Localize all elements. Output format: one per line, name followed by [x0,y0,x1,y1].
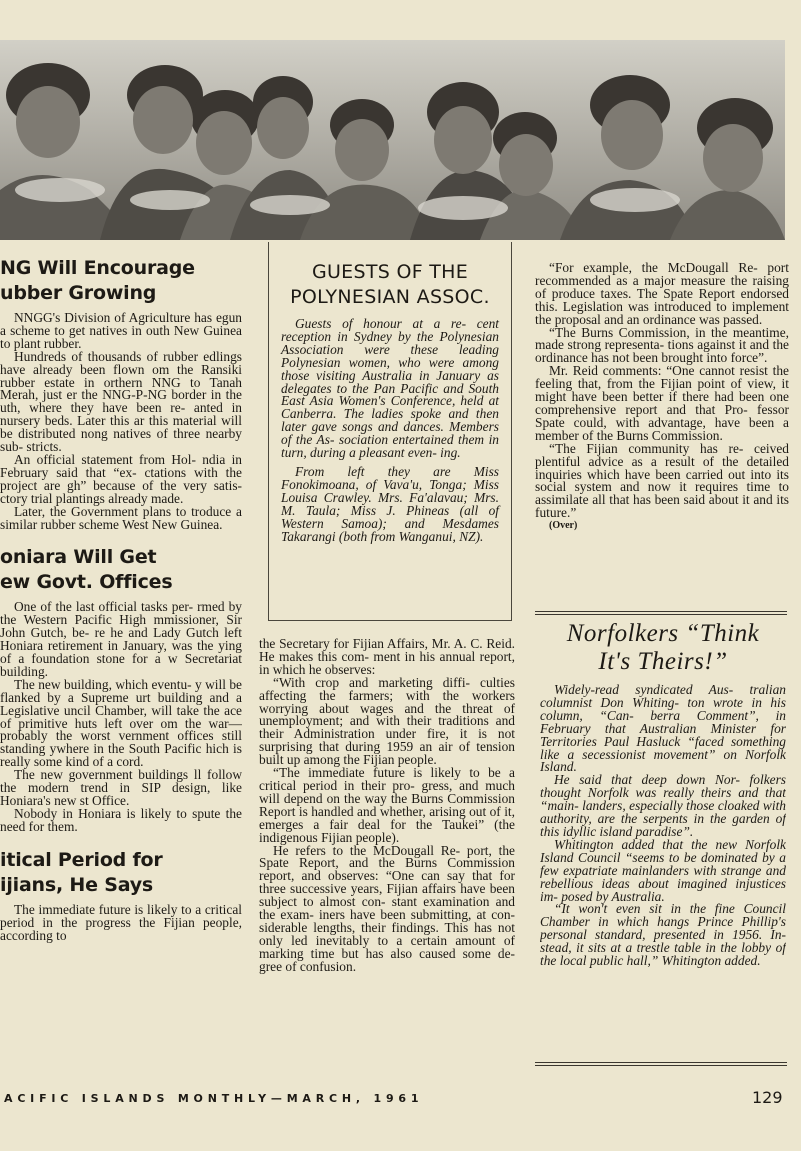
headline-rubber-1: NG Will Encourage [0,257,195,279]
group-photo [0,40,785,240]
paragraph: One of the last official tasks per- rmed by the Western Pacific High mmissioner, Sir John Gutch, be- re he and Lady Gutch left Honiara retirement in January, was the ying of a foundation stone for a w Secretariat building. [0,599,242,679]
headline-honiara-2: ew Govt. Offices [0,571,173,594]
paragraph: “For example, the McDougall Re- port recommended as a major measure the raising of produce taxes. The Spate Report endorsed this. Legislation was introduced to implement the proposal and an ordinance was passed. [535,262,789,327]
caption-title-2: POLYNESIAN ASSOC. [290,286,490,308]
paragraph: NNGG's Division of Agriculture has egun a scheme to get natives in outh New Guinea to plant rubber. [0,310,242,351]
norfolk-headline-2: It's Theirs!” [598,648,728,675]
paragraph: Hundreds of thousands of rubber edlings have already been flown om the Ransiki rubber estate in orthern NNG to Tanah Merah, just er the NNG-P-NG border in the uth, where they have been re- anted in nursery beds. Later this ar this material will be distributed nong natives of three nearby sub- stricts. [0,348,242,455]
paragraph: Later, the Government plans to troduce a similar rubber scheme West New Guinea. [0,503,242,532]
divider-rule [535,611,787,612]
paragraph: Whitington added that the new Norfolk Island Council “seems to be dominated by a few expatriate mainlanders with strange and rebellious ideas about imagined injustices im- posed by Australia. [540,836,786,904]
paragraph: An official statement from Hol- ndia in February said that “ex- ctations with the project are gh” because of the very satis- ctory trial plantings already made. [0,451,242,506]
critical-article [0,901,242,943]
column-left [0,256,242,1086]
paragraph: He refers to the McDougall Re- port, the Spate Report, and the Burns Commission report, and observes: “One can say that for three successive years, Fijian affairs have been subject to almost con- stant examination and the exam- iners have been submitting, at con- siderable lengths, their findings. This has not only led inevitably to a certain amount of marking time but has also caused some de- gree of confusion. [259,842,515,974]
paragraph: Nobody in Honiara is likely to spute the need for them. [0,805,242,834]
column-right [535,262,789,612]
headline-rubber-2: ubber Growing [0,282,157,304]
paragraph: “With crop and marketing diffi- culties affecting the farmers; with the workers worrying about wages and the threat of unemployment; and with their traditions and their Administration under fire, it is not surprising that during 1959 an air of tension built up among the Fijian people. [259,674,515,768]
paragraph: The immediate future is likely to a critical period in the progress the Fijian people, according to [0,901,242,943]
fijian-article-end [535,262,789,532]
divider-rule [535,1065,787,1066]
page-footer [0,1086,801,1116]
paragraph: Mr. Reid comments: “One cannot resist the feeling that, from the Fijian point of view, it might have been better if there had been one comprehensive report and that Pro- fessor Spate could, with advantage, have been a member of the Burns Commission. [535,363,789,443]
paragraph: The new government buildings ll follow the modern trend in SIP design, like Honiara's new st Office. [0,767,242,808]
honiara-article [0,601,242,833]
headline-honiara-1: oniara Will Get [0,546,157,569]
headline-critical-1: itical Period for [0,848,163,871]
continued-over-label: (Over) [549,520,578,532]
photo-caption-box [268,242,512,621]
paragraph: Guests of honour at a re- cent reception in Sydney by the Polynesian Association were these leading Polynesian women, who were among those visiting Australia in January as delegates to the Pan Pacific and South East Asia Women's Conference, held at Canberra. The ladies spoke and then later gave songs and dances. Members of the As- sociation entertained them in turn, during a pleasant even- ing. [281,316,499,461]
caption-title-1: GUESTS OF THE [311,261,469,283]
paragraph: Widely-read syndicated Aus- tralian columnist Don Whiting- ton wrote in his column, “Can- berra Comment”, in February that Australian Minister for Territories Paul Hasluck “faced something like a secessionist movement” on Norfolk Island. [540,682,786,775]
paragraph: “The Fijian community has re- ceived plentiful advice as a result of the detailed inquiries which have been carried out into its social system and now it requires time to assimilate all that has been said about it and its future.” [535,440,789,521]
paragraph: “The Burns Commission, in the meantime, made strong representa- tions against it and the ordinance has not been brought into force”. [535,324,789,366]
divider-rule [535,1062,787,1063]
paragraph: “It won't even sit in the fine Council Chamber in which hangs Prince Phillip's personal standard, presented in 1956. In- stead, it sits at a trestle table in the lobby of the local public hall,” Whitington added. [540,901,786,969]
column-middle [259,638,515,1078]
group-photo-image [0,40,785,240]
paragraph: The new building, which eventu- y will be flanked by a Supreme urt building and a Legislative uncil Chamber, will take the ace of primitive huts left over om the war—probably the worst vernment offices still standing ywhere in the South Pacific hich is really some kind of a cord. [0,676,242,770]
masthead: ACIFIC ISLANDS MONTHLY—MARCH, 1961 [4,1092,424,1105]
norfolk-text [540,684,786,968]
headline-critical-2: ijians, He Says [0,873,154,896]
fijian-article-cont [259,638,515,974]
paragraph: “The immediate future is likely to be a critical period in their pro- gress, and much will depend on the way the Burns Commission Report is handled and whether, arising out of it, emerges a fair deal for the Taukei” (the indigenous Fijian people). [259,765,515,845]
divider-rule [535,614,787,615]
paragraph: the Secretary for Fijian Affairs, Mr. A. C. Reid. He makes this com- ment in his annual report, in which he observes: [259,638,515,677]
page-number: 129 [752,1088,783,1107]
caption-text [281,318,499,543]
rubber-article [0,312,242,531]
paragraph: From left they are Miss Fonokimoana, of Vava'u, Tonga; Miss Louisa Crawley. Mrs. Fa'alavau; Mrs. M. Taula; Miss J. Phineas (all of Western Samoa); and Mesdames Takarangi (both from Wanganui, NZ). [281,463,499,544]
paragraph: He said that deep down Nor- folkers thought Norfolk was really theirs and that “main- landers, especially those cloaked with authority, are the serpents in the garden of this idyllic island paradise”. [540,772,786,839]
norfolk-headline-1: Norfolkers “Think [566,620,760,647]
norfolk-article [540,620,786,1056]
